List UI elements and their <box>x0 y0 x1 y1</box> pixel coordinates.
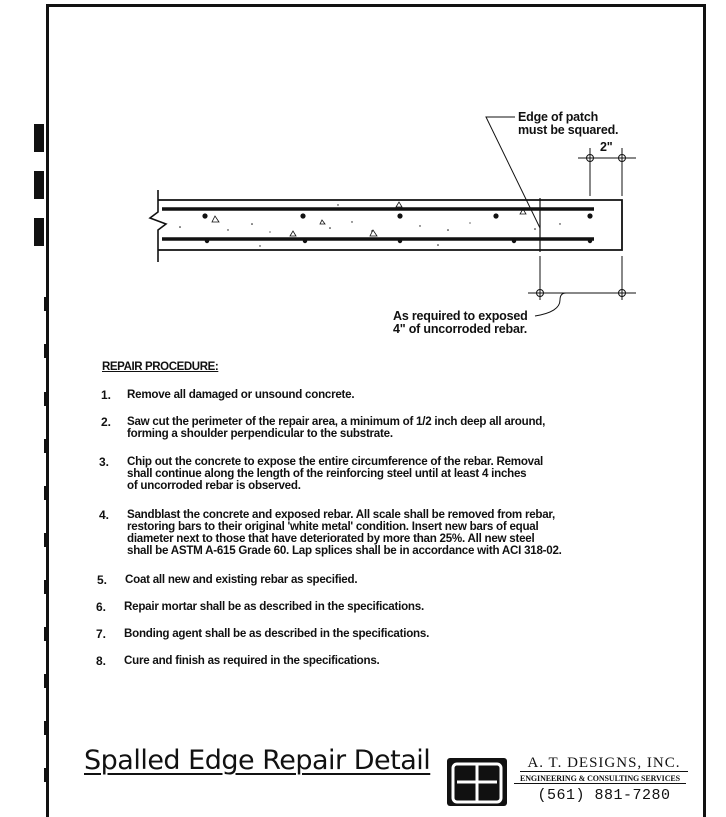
company-tagline: ENGINEERING & CONSULTING SERVICES <box>514 774 686 784</box>
rebar-dot <box>300 213 305 218</box>
step-number: 2. <box>101 415 112 429</box>
rebar-dot <box>512 239 516 243</box>
step-number: 4. <box>99 508 110 522</box>
punch-mark <box>44 721 47 735</box>
rebar-dot <box>397 213 402 218</box>
logo-monogram-icon <box>447 758 507 806</box>
procedure-heading: REPAIR PROCEDURE: <box>102 361 219 373</box>
step-text: Remove all damaged or unsound concrete. <box>127 388 355 401</box>
step-text: Repair mortar shall be as described in the specifications. <box>124 600 424 613</box>
step-text: Bonding agent shall be as described in the specifications. <box>124 627 430 640</box>
slab-section-diagram <box>0 0 726 360</box>
step-text: Cure and finish as required in the specifications. <box>124 654 380 667</box>
step-number: 7. <box>96 627 107 641</box>
punch-mark <box>44 439 47 453</box>
punch-mark <box>44 392 47 406</box>
step-number: 3. <box>99 455 110 469</box>
dimension-2in-label: 2" <box>600 140 613 154</box>
punch-mark <box>44 533 47 547</box>
step-number: 5. <box>97 573 108 587</box>
rebar-dot <box>587 213 592 218</box>
step-text: Chip out the concrete to expose the entire circumference of the rebar. Removal shall continue along the length of the reinforcing steel until at least 4 inches of uncorroded rebar is observed. <box>127 455 544 492</box>
rebar-dot <box>303 239 307 243</box>
step-text: Saw cut the perimeter of the repair area, a minimum of 1/2 inch deep all around, forming a shoulder perpendicular to the substrate. <box>127 415 546 440</box>
rebar-dot <box>202 213 207 218</box>
punch-mark <box>44 627 47 641</box>
step-text: Coat all new and existing rebar as specified. <box>125 573 358 586</box>
rebar-dot <box>493 213 498 218</box>
step-text: Sandblast the concrete and exposed rebar. All scale shall be removed from rebar, restoring bars to their original 'white metal' condition. Insert new bars of equal diameter next to those that have deteriorated by more than 25%. All new steel shall be ASTM A-615 Grade 60. Lap splices shall be in accordance with ACI 318-02. <box>127 508 562 557</box>
rebar-dot <box>205 239 209 243</box>
company-name: A. T. DESIGNS, INC. <box>520 756 688 772</box>
rebar-dot <box>398 239 402 243</box>
aggregate-triangles <box>212 202 526 236</box>
step-number: 6. <box>96 600 107 614</box>
step-number: 1. <box>101 388 112 402</box>
punch-mark <box>44 580 47 594</box>
company-phone: (561) 881-7280 <box>537 787 671 804</box>
rebar-dot <box>588 239 592 243</box>
rebar-exposure-callout: As required to exposed 4" of uncorroded rebar. <box>393 309 528 336</box>
punch-mark <box>44 486 47 500</box>
punch-mark <box>44 674 47 688</box>
step-number: 8. <box>96 654 107 668</box>
edge-of-patch-callout: Edge of patch must be squared. <box>518 110 619 137</box>
company-logo <box>447 758 507 806</box>
punch-mark <box>44 768 47 782</box>
drawing-title: Spalled Edge Repair Detail <box>84 745 431 776</box>
